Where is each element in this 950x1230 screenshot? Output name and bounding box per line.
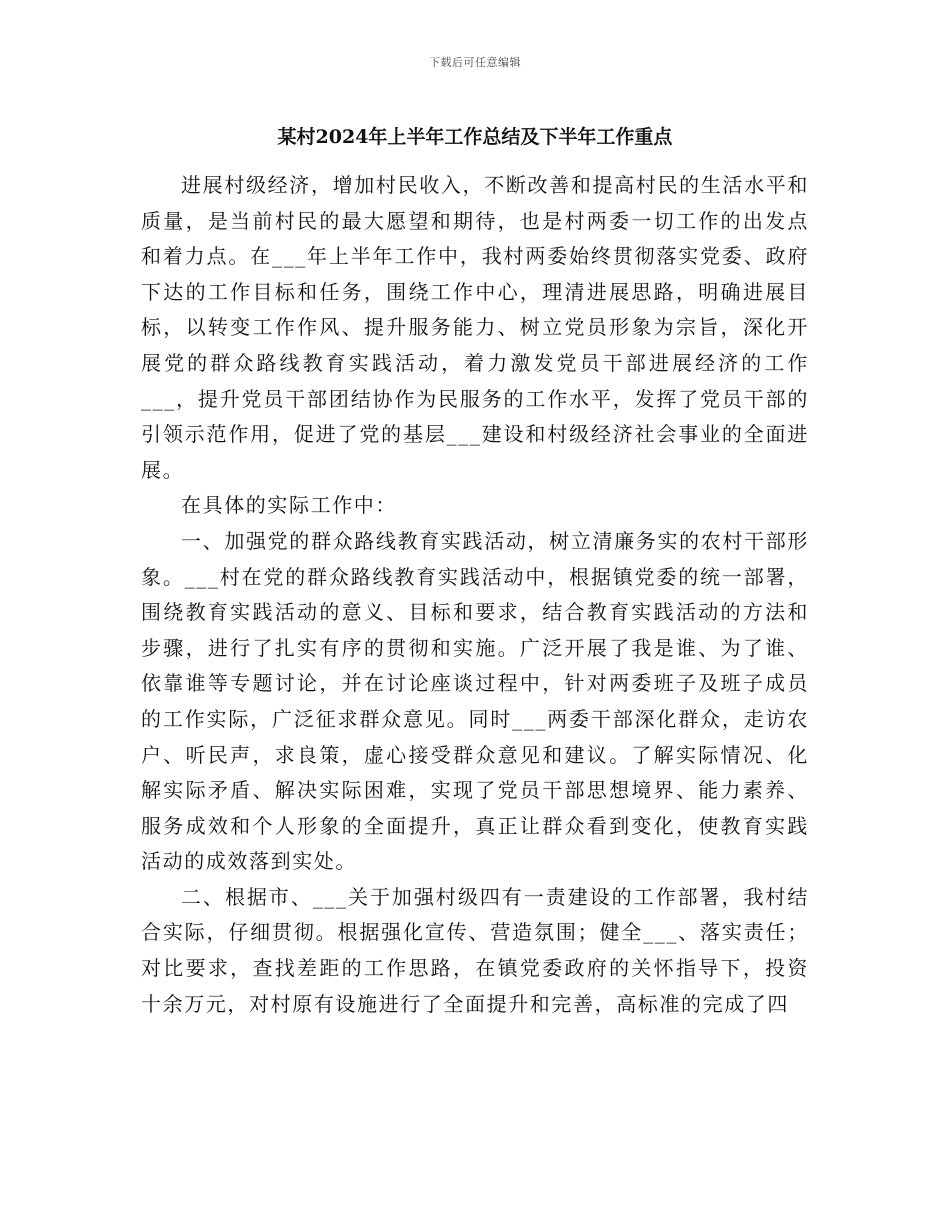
document-body	[141, 168, 809, 1022]
paragraph-section-1: 一、加强党的群众路线教育实践活动，树立清廉务实的农村干部形象。___村在党的群众路线教育实践活动中，根据镇党委的统一部署，围绕教育实践活动的意义、目标和要求，结合教育实践活动的方法和步骤，进行了扎实有序的贯彻和实施。广泛开展了我是谁、为了谁、依靠谁等专题讨论，并在讨论座谈过程中，针对两委班子及班子成员的工作实际，广泛征求群众意见。同时___两委干部深化群众，走访农户、听民声，求良策，虚心接受群众意见和建议。了解实际情况、化解实际矛盾、解决实际困难，实现了党员干部思想境界、能力素养、服务成效和个人形象的全面提升，真正让群众看到变化，使教育实践活动的成效落到实处。	[141, 528, 809, 874]
paragraph-lead-in: 在具体的实际工作中：	[181, 493, 397, 518]
page-header-note: 下载后可任意编辑	[429, 56, 521, 69]
paragraph-section-2: 二、根据市、___关于加强村级四有一责建设的工作部署，我村结合实际，仔细贯彻。根据强化宣传、营造氛围；健全___、落实责任；对比要求，查找差距的工作思路，在镇党委政府的关怀指导下，投资十余万元，对村原有设施进行了全面提升和完善，高标准的完成了四	[141, 884, 809, 1016]
paragraph-intro: 进展村级经济，增加村民收入，不断改善和提高村民的生活水平和质量，是当前村民的最大愿望和期待，也是村两委一切工作的出发点和着力点。在___年上半年工作中，我村两委始终贯彻落实党委、政府下达的工作目标和任务，围绕工作中心，理清进展思路，明确进展目标，以转变工作作风、提升服务能力、树立党员形象为宗旨，深化开展党的群众路线教育实践活动，着力激发党员干部进展经济的工作___，提升党员干部团结协作为民服务的工作水平，发挥了党员干部的引领示范作用，促进了党的基层___建设和村级经济社会事业的全面进展。	[141, 173, 809, 482]
document-title: 某村2024年上半年工作总结及下半年工作重点	[277, 126, 673, 148]
